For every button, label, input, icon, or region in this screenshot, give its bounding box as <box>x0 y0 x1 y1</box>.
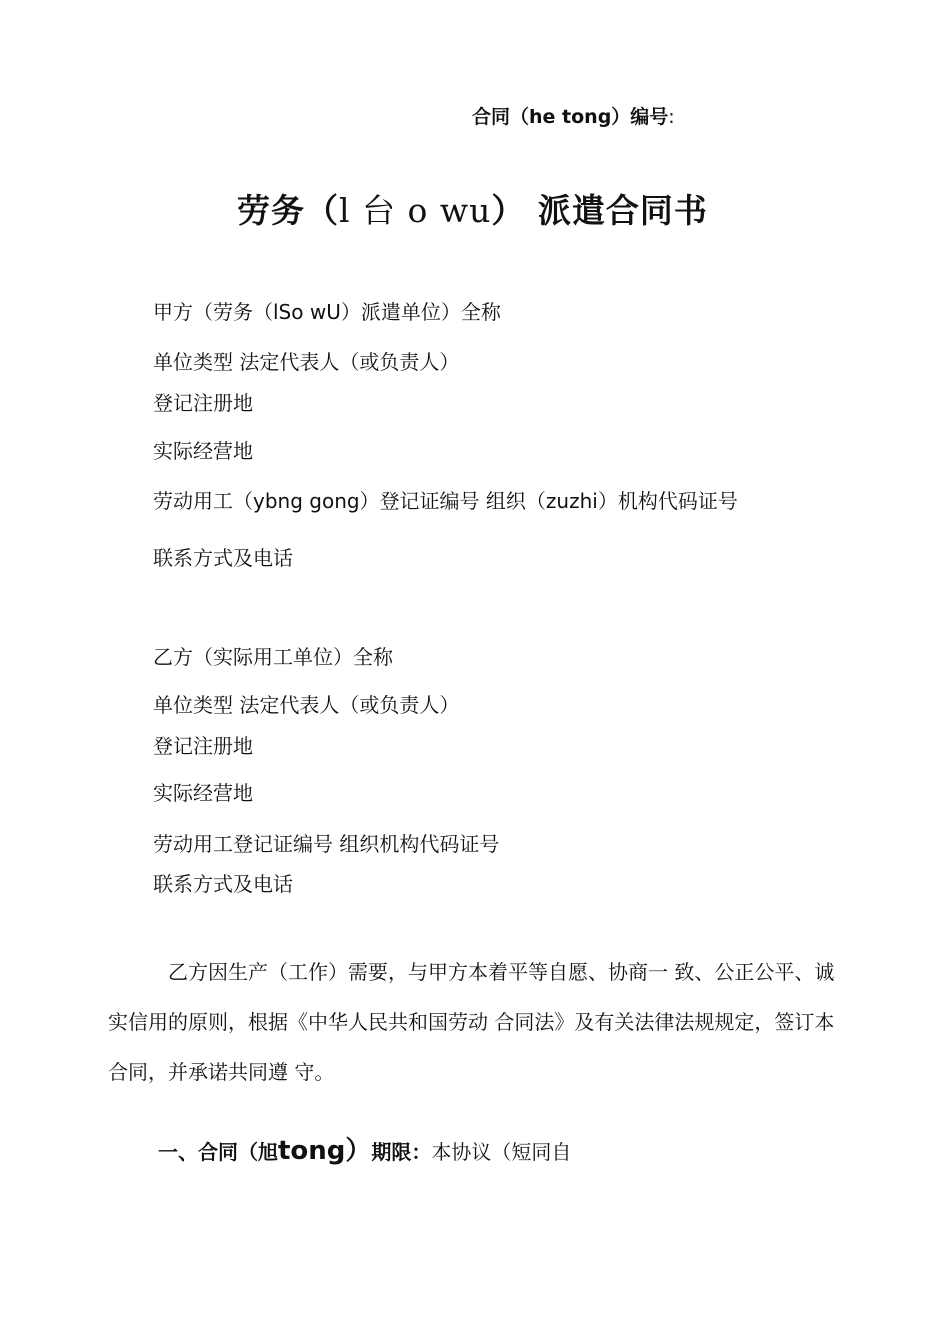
party-b-registered-place: 登记注册地 <box>153 734 253 758</box>
title-pinyin: l 台 o wu <box>339 191 492 230</box>
party-b-contact-line: 联系方式及电话 <box>153 872 293 896</box>
title-part-2: ） 派遣合同书 <box>491 191 708 230</box>
party-a-name-line: 甲方（劳务（lSo wU）派遣单位）全称 <box>153 300 501 324</box>
party-a-type-line: 单位类型 法定代表人（或负责人） <box>153 350 460 374</box>
party-a-contact-line: 联系方式及电话 <box>153 546 293 570</box>
title-part-1: 劳务（ <box>237 191 339 230</box>
preamble-paragraph <box>108 947 838 1097</box>
section-1-heading-b: tong） <box>278 1136 372 1166</box>
section-1-text: 本协议（短同自 <box>431 1140 572 1164</box>
preamble-text: 乙方因生产（工作）需要，与甲方本着平等自愿、协商一 致、公正公平、诚实信用的原则，根据《中华人民共和国劳动 合同法》及有关法律法规规定，签订本合同，并承诺共同遵 守。 <box>108 960 835 1084</box>
contract-number-text: 合同（he tong）编号 <box>472 106 669 128</box>
section-1-heading <box>158 1130 571 1167</box>
contract-number-colon: : <box>668 106 675 128</box>
party-b-codes-line: 劳动用工登记证编号 组织机构代码证号 <box>153 832 500 856</box>
party-b-operating-place: 实际经营地 <box>153 781 253 805</box>
party-a-operating-place: 实际经营地 <box>153 439 253 463</box>
party-b-name-line: 乙方（实际用工单位）全称 <box>153 645 393 669</box>
section-1-heading-a: 一、合同（旭 <box>158 1140 278 1164</box>
section-1-heading-c: 期限： <box>371 1140 432 1164</box>
party-a-codes-line: 劳动用工（ybng gong）登记证编号 组织（zuzhi）机构代码证号 <box>153 489 738 513</box>
party-a-registered-place: 登记注册地 <box>153 391 253 415</box>
document-title <box>237 185 708 232</box>
contract-number-label <box>472 102 675 129</box>
party-b-type-line: 单位类型 法定代表人（或负责人） <box>153 693 460 717</box>
